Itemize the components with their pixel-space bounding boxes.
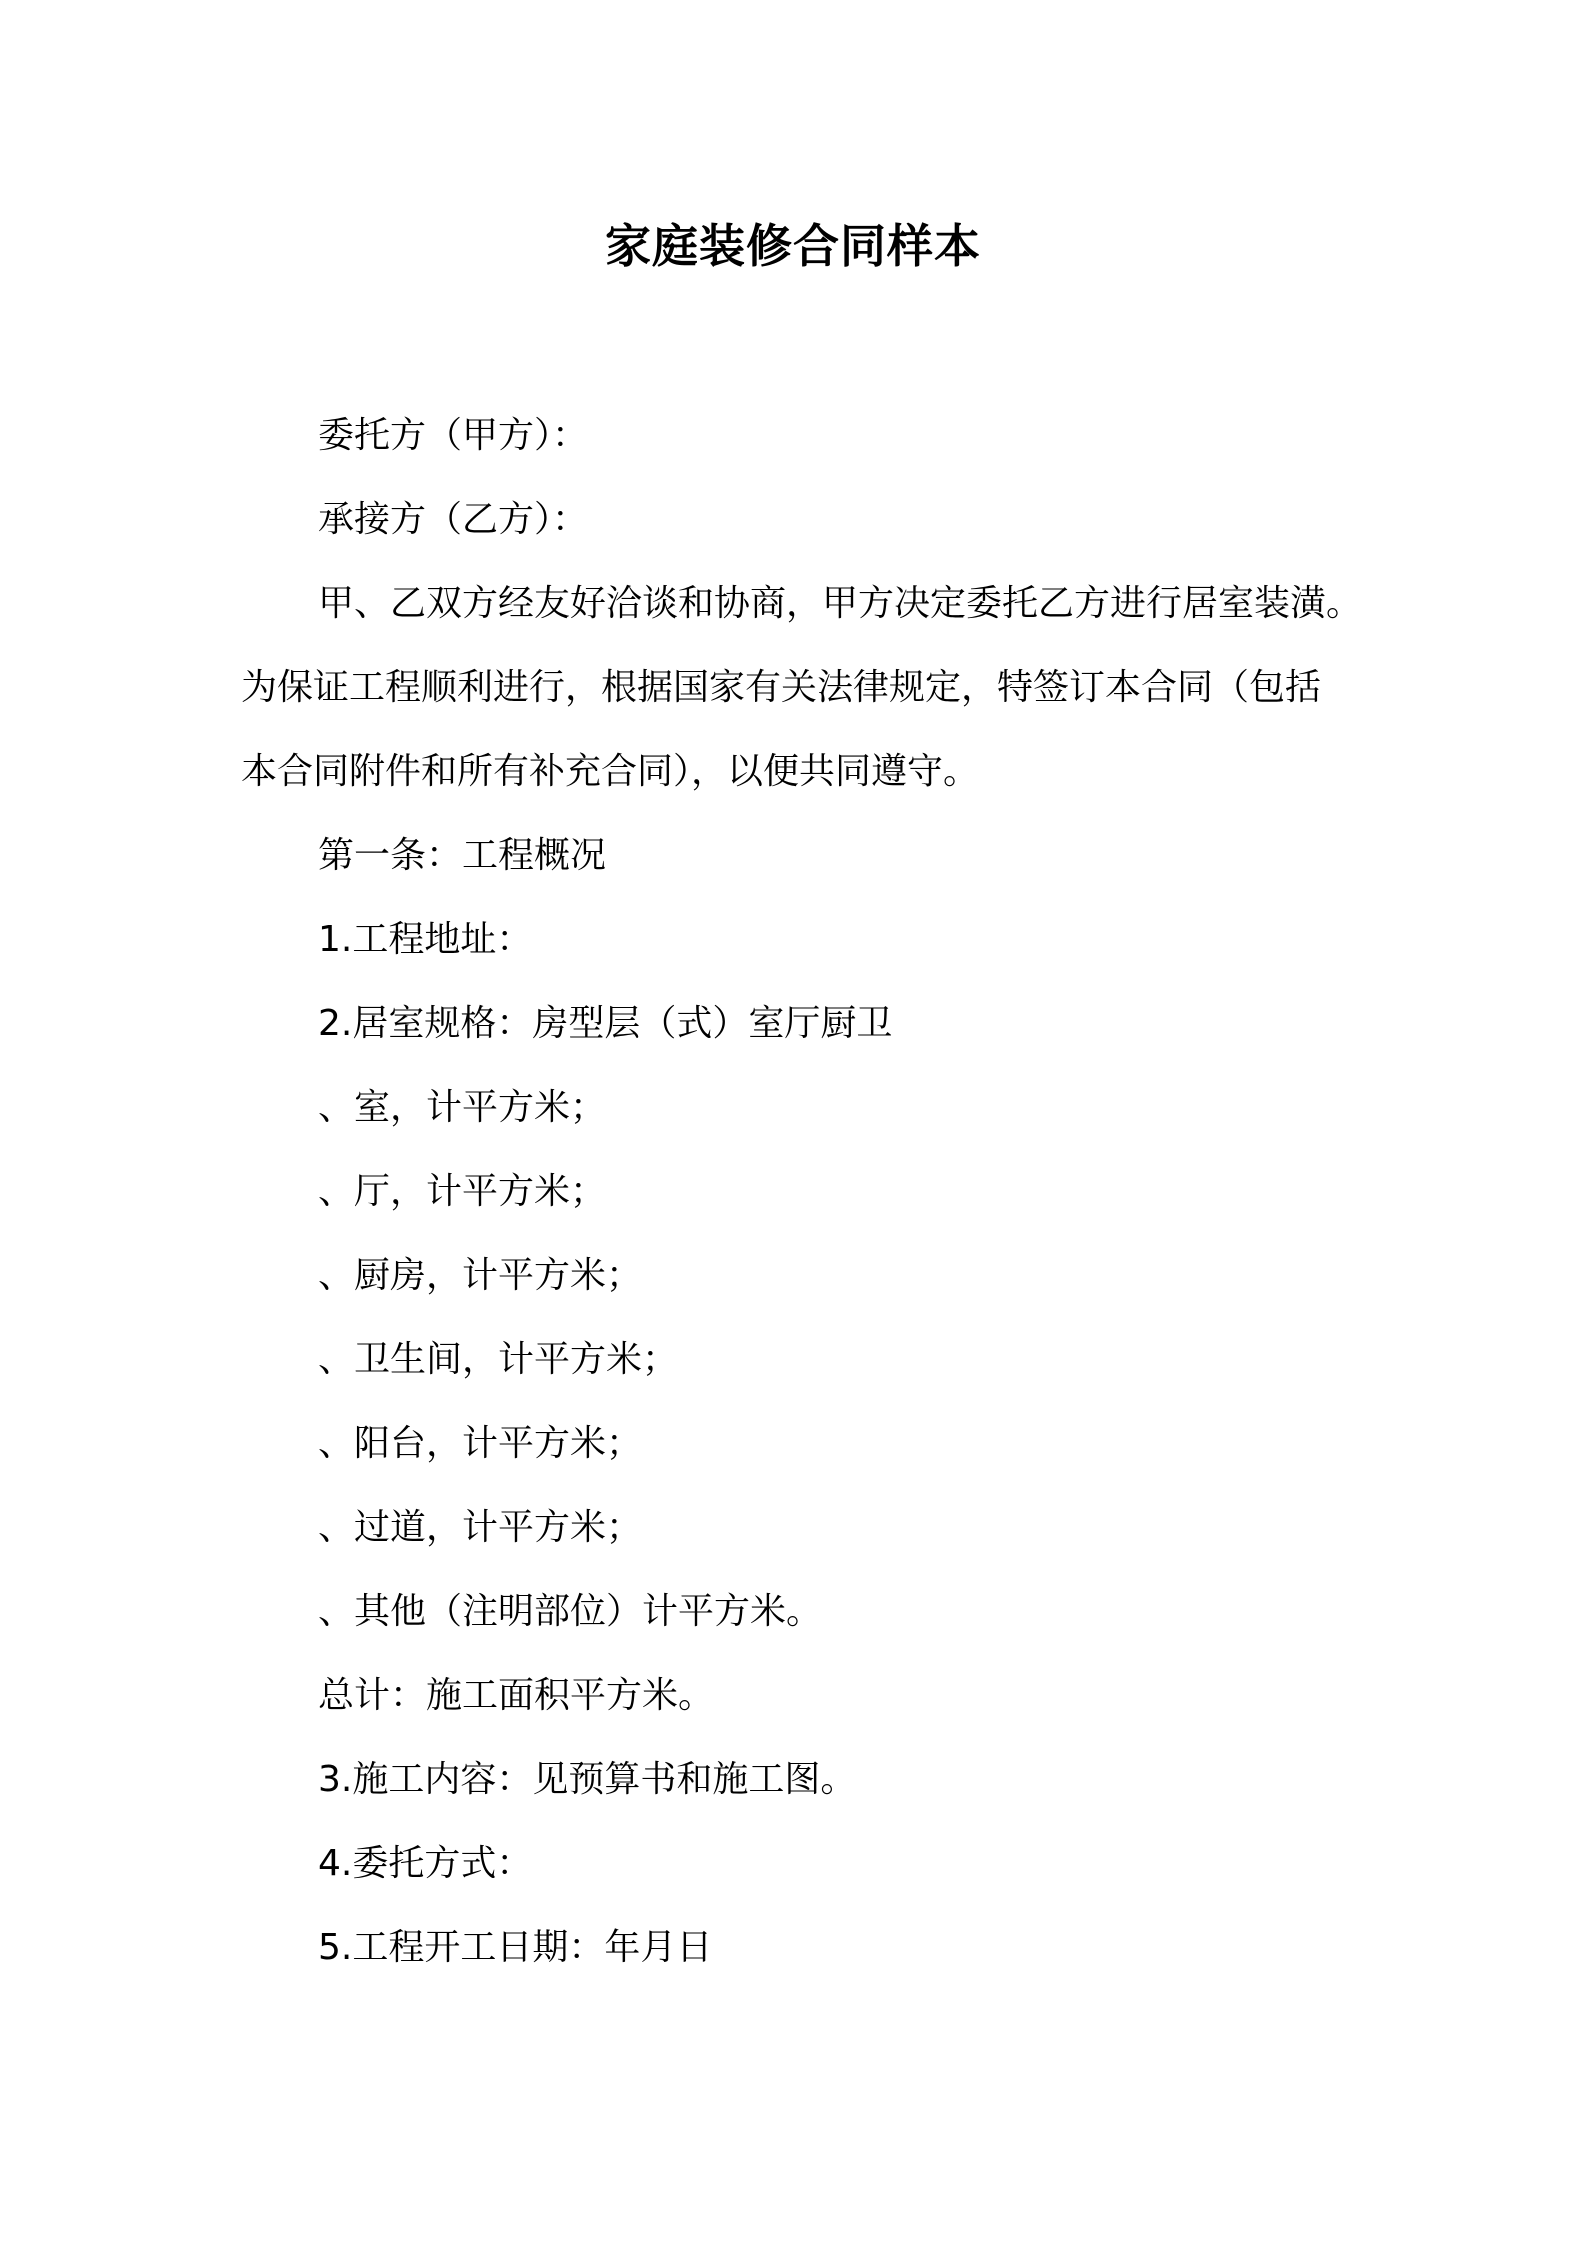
preamble-line-3: 本合同附件和所有补充合同），以便共同遵守。 <box>241 751 980 792</box>
room-item-bedroom: 、室，计平方米； <box>318 1087 607 1128</box>
party-a-line: 委托方（甲方）： <box>318 415 589 456</box>
room-item-corridor: 、过道，计平方米； <box>318 1507 643 1548</box>
clause-start-date: 5.工程开工日期：年月日 <box>318 1927 713 1968</box>
preamble-line-1: 甲、乙双方经友好洽谈和协商，甲方决定委托乙方进行居室装潢。 <box>318 583 1363 624</box>
room-item-kitchen: 、厨房，计平方米； <box>318 1255 643 1296</box>
preamble-line-2: 为保证工程顺利进行，根据国家有关法律规定，特签订本合同（包括 <box>241 667 1322 708</box>
clause-construction-content: 3.施工内容：见预算书和施工图。 <box>318 1759 857 1800</box>
room-item-balcony: 、阳台，计平方米； <box>318 1423 643 1464</box>
article-one-heading: 第一条：工程概况 <box>318 835 607 876</box>
clause-commission-method: 4.委托方式： <box>318 1843 533 1884</box>
total-area-line: 总计：施工面积平方米。 <box>318 1675 715 1716</box>
clause-room-spec: 2.居室规格：房型层（式）室厅厨卫 <box>318 1003 893 1044</box>
room-item-bathroom: 、卫生间，计平方米； <box>318 1339 679 1380</box>
document-title: 家庭装修合同样本 <box>605 219 981 273</box>
room-item-other: 、其他（注明部位）计平方米。 <box>318 1591 823 1632</box>
clause-address: 1.工程地址： <box>318 919 533 960</box>
party-b-line: 承接方（乙方）： <box>318 499 589 540</box>
room-item-hall: 、厅，计平方米； <box>318 1171 607 1212</box>
